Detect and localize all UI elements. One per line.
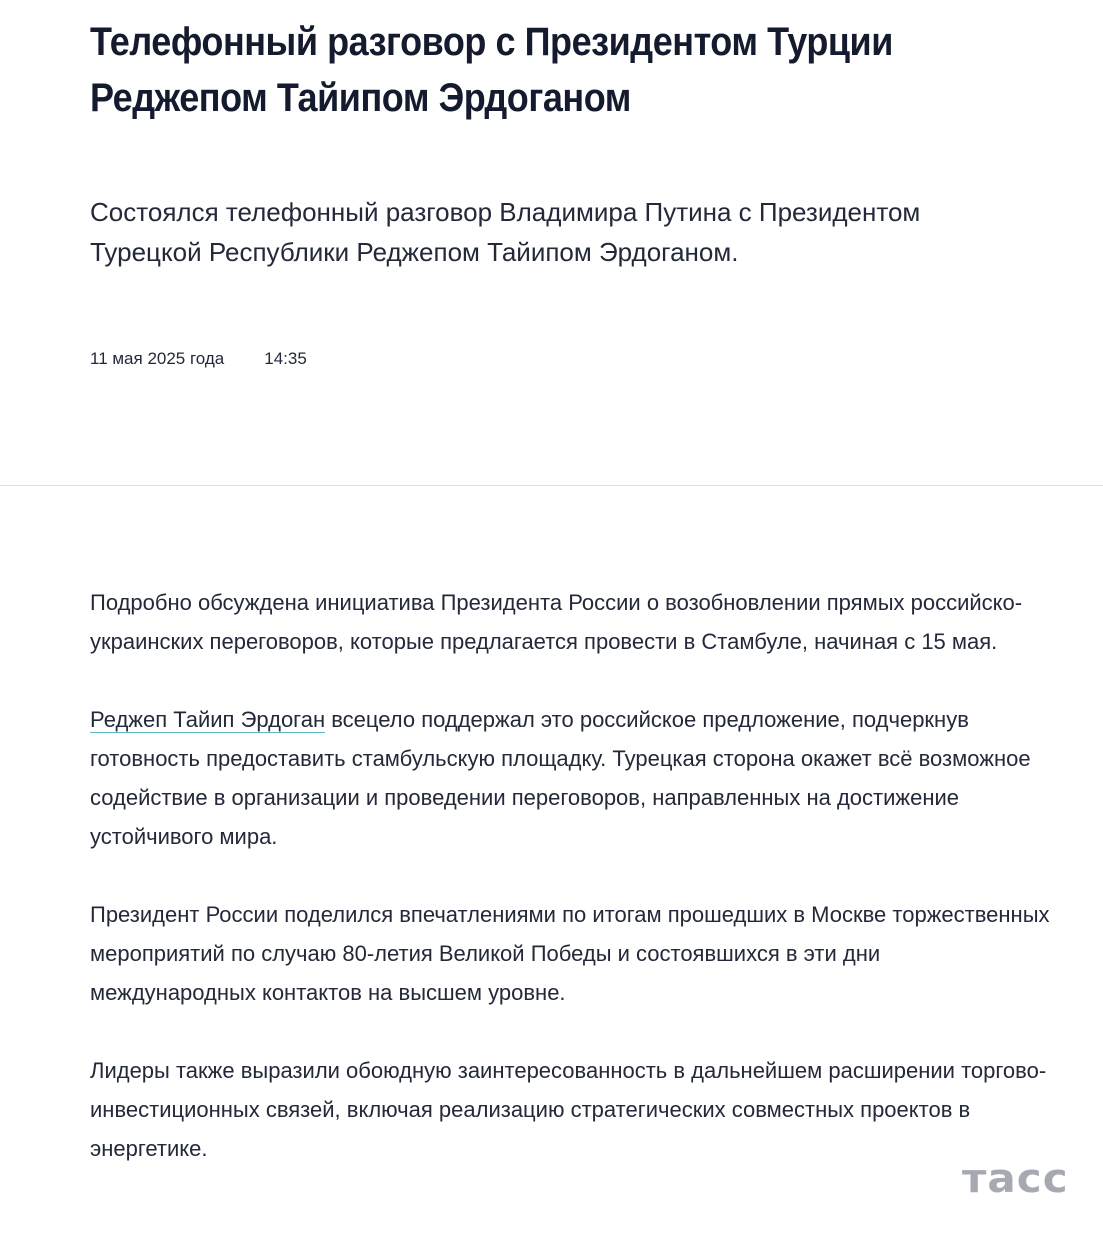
paragraph-4: Лидеры также выразили обоюдную заинтересованность в дальнейшем расширении торгово-инвестиционных связей, включая реализацию стратегических совместных проектов в энергетике. [90,1058,1047,1161]
paragraph-1: Подробно обсуждена инициатива Президента России о возобновлении прямых российско-украинских переговоров, которые предлагается провести в Стамбуле, начиная с 15 мая. [90,590,1023,654]
publish-time: 14:35 [264,349,307,368]
page-title [90,14,1044,126]
publish-date: 11 мая 2025 года [90,349,225,368]
page-title-line-1: Телефонный разговор с Президентом Турции [90,20,893,64]
paragraph-3: Президент России поделился впечатлениями по итогам прошедших в Москве торжественных мероприятий по случаю 80-летия Великой Победы и состоявшихся в эти дни международных контактов на высшем уровне. [90,902,1050,1005]
person-link-erdogan[interactable]: Реджеп Тайип Эрдоган [90,707,326,732]
lead-line-2: Турецкой Республики Реджепом Тайипом Эрдоганом. [90,237,739,267]
page-title-line-2: Реджепом Тайипом Эрдоганом [90,76,631,120]
tass-watermark-logo: тасс [962,1156,1069,1202]
article-meta [90,347,307,371]
article-lead [90,192,1050,272]
paragraph-2-text: всецело поддержал это российское предложение, подчеркнув готовность предоставить стамбульскую площадку. Турецкая сторона окажет всё возможное содействие в организации и проведении переговоров, направленных на достижение устойчивого мира. [90,707,1031,849]
paragraph-2 [90,700,1050,856]
article-header [90,14,1050,126]
lead-line-1: Состоялся телефонный разговор Владимира Путина с Президентом [90,197,921,227]
section-divider [0,485,1103,486]
article-body [90,583,1050,1207]
